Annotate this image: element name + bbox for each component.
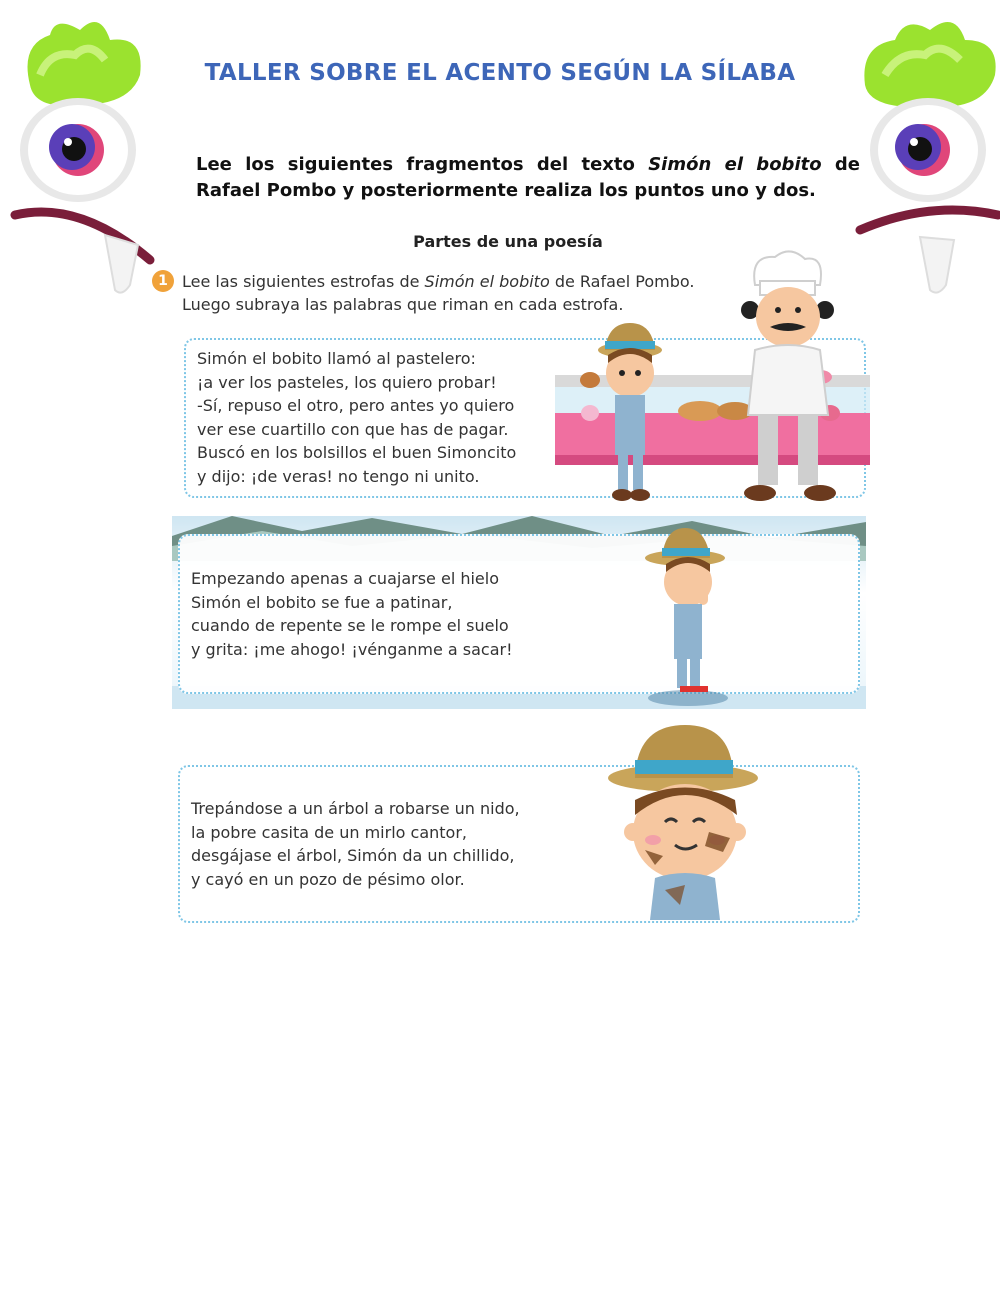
monster-face-right-icon: [850, 15, 1000, 295]
step-book-title: Simón el bobito: [424, 272, 550, 291]
step-number-badge: 1: [152, 270, 174, 292]
instructions-text-1: Lee los siguientes fragmentos del texto: [196, 154, 649, 175]
stanza-line: y grita: ¡me ahogo! ¡vénganme a sacar!: [191, 639, 513, 659]
instructions-book-title: Simón el bobito: [648, 154, 822, 175]
stanza-line: Simón el bobito se fue a patinar,: [191, 592, 453, 612]
page-title: TALLER SOBRE EL ACENTO SEGÚN LA SÍLABA: [204, 60, 796, 86]
stanza-line: Buscó en los bolsillos el buen Simoncito: [197, 443, 517, 462]
stanza-1-text: [197, 347, 516, 488]
bakery-illustration-icon: [550, 245, 870, 510]
stanza-line: desgájase el árbol, Simón da un chillido,: [191, 846, 515, 865]
stanza-line: la pobre casita de un mirlo cantor,: [191, 822, 467, 842]
stanza-line: cuando de repente se le rompe el suelo: [191, 616, 509, 635]
section-heading: Partes de una poesía: [413, 232, 603, 251]
stanza-line: Empezando apenas a cuajarse el hielo: [191, 569, 500, 588]
stanza-line: Simón el bobito llamó al pastelero:: [197, 349, 476, 368]
simon-face-illustration-icon: [605, 720, 760, 920]
stanza-line: y cayó en un pozo de pésimo olor.: [191, 869, 465, 889]
step-text-line2: Luego subraya las palabras que riman en cada estrofa.: [182, 295, 624, 314]
stanza-line: Trepándose a un árbol a robarse un nido,: [191, 799, 520, 818]
instructions-text-2: de Rafael Pombo y posteriormente realiza los puntos uno y dos.: [196, 154, 861, 201]
step-text-2: de Rafael Pombo.: [549, 272, 695, 291]
stanza-line: y dijo: ¡de veras! no tengo ni unito.: [197, 466, 480, 486]
monster-face-left-icon: [10, 15, 160, 295]
stanza-3-text: [191, 797, 520, 891]
step-text-1: Lee las siguientes estrofas de: [182, 272, 425, 291]
instructions: [196, 152, 860, 204]
stanza-line: -Sí, repuso el otro, pero antes yo quiero: [197, 396, 515, 415]
stanza-2-text: [191, 567, 513, 661]
ice-skating-illustration-icon: [640, 520, 750, 710]
stanza-line: ¡a ver los pasteles, los quiero probar!: [197, 372, 497, 392]
stanza-line: ver ese cuartillo con que has de pagar.: [197, 419, 509, 439]
